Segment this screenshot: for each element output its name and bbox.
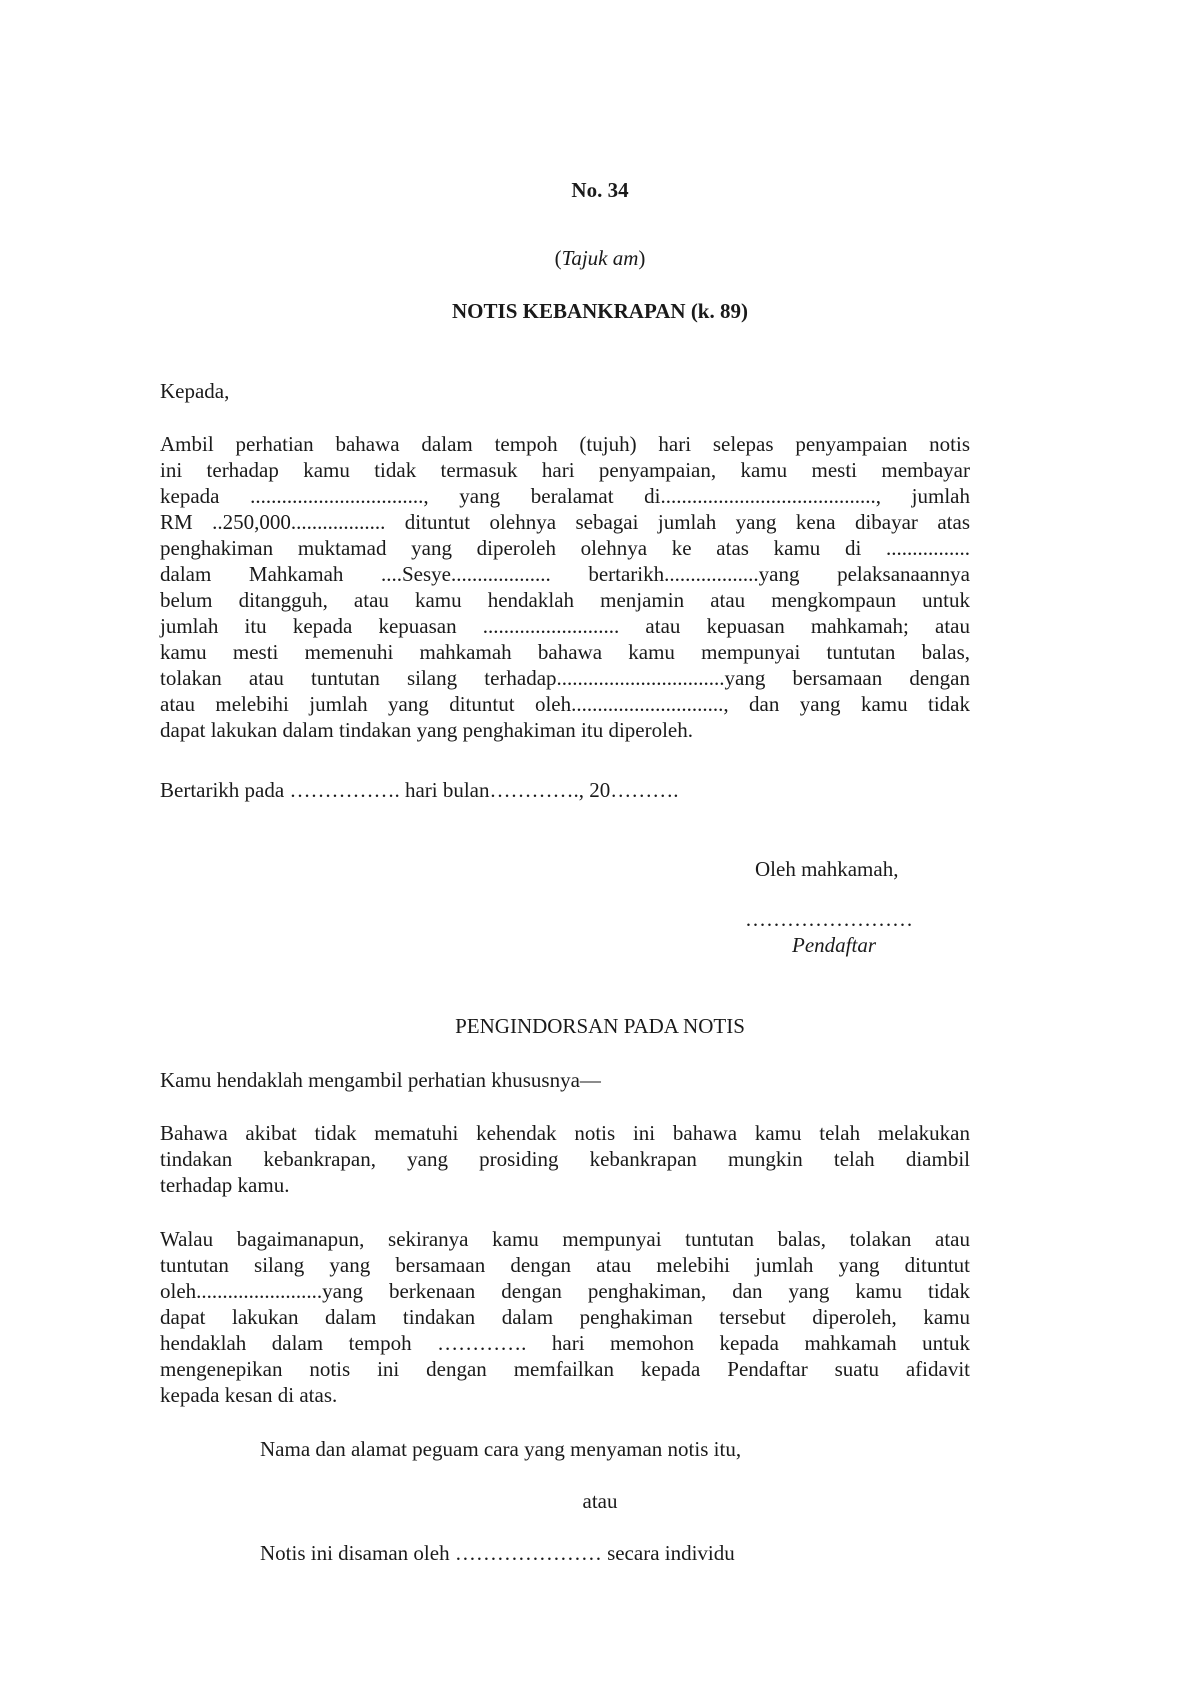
endorsement-line: terhadap kamu. (160, 1173, 290, 1197)
form-number: No. 34 (571, 178, 629, 202)
or-separator: atau (582, 1489, 618, 1513)
notice-line: atau melebihi jumlah yang dituntut oleh............................., dan yang kamu tidak (160, 692, 970, 716)
endorsement-line: tuntutan silang yang bersamaan dengan atau melebihi jumlah yang dituntut (160, 1253, 970, 1277)
form-subtitle (0, 245, 1200, 271)
individual-service-line: Notis ini disaman oleh ………………… secara individu (260, 1541, 735, 1565)
signature-dots: …………………… (745, 907, 913, 931)
endorsement-heading: PENGINDORSAN PADA NOTIS (455, 1014, 745, 1038)
endorsement-line: Walau bagaimanapun, sekiranya kamu mempunyai tuntutan balas, tolakan atau (160, 1227, 970, 1251)
notice-line: tolakan atau tuntutan silang terhadap................................yang bersamaan dengan (160, 666, 970, 690)
notice-title: NOTIS KEBANKRAPAN (k. 89) (452, 299, 748, 323)
subtitle-close-paren: ) (638, 246, 646, 270)
notice-line: kepada ................................., yang beralamat di........................................., jumlah (160, 484, 970, 508)
endorsement-line: mengenepikan notis ini dengan memfailkan kepada Pendaftar suatu afidavit (160, 1357, 970, 1381)
notice-line: jumlah itu kepada kepuasan .......................... atau kepuasan mahkamah; atau (160, 614, 970, 638)
endorsement-line: dapat lakukan dalam tindakan dalam penghakiman tersebut diperoleh, kamu (160, 1305, 970, 1329)
endorsement-intro: Kamu hendaklah mengambil perhatian khususnya— (160, 1068, 601, 1092)
endorsement-line: tindakan kebankrapan, yang prosiding kebankrapan mungkin telah diambil (160, 1147, 970, 1171)
notice-line: Ambil perhatian bahawa dalam tempoh (tujuh) hari selepas penyampaian notis (160, 432, 970, 456)
endorsement-line: kepada kesan di atas. (160, 1383, 338, 1407)
notice-line: penghakiman muktamad yang diperoleh olehnya ke atas kamu di ................ (160, 536, 970, 560)
notice-line: kamu mesti memenuhi mahkamah bahawa kamu mempunyai tuntutan balas, (160, 640, 970, 664)
by-court-label: Oleh mahkamah, (755, 857, 899, 881)
notice-line: dalam Mahkamah ....Sesye................... bertarikh..................yang pelaksanaannya (160, 562, 970, 586)
notice-line: dapat lakukan dalam tindakan yang penghakiman itu diperoleh. (160, 718, 693, 742)
salutation: Kepada, (160, 379, 230, 403)
registrar-label: Pendaftar (792, 933, 876, 957)
notice-line: RM ..250,000.................. dituntut olehnya sebagai jumlah yang kena dibayar atas (160, 510, 970, 534)
subtitle-text: Tajuk am (561, 246, 639, 270)
notice-line: belum ditangguh, atau kamu hendaklah menjamin atau mengkompaun untuk (160, 588, 970, 612)
endorsement-line: hendaklah dalam tempoh …………. hari memohon kepada mahkamah untuk (160, 1331, 970, 1355)
endorsement-line: Bahawa akibat tidak mematuhi kehendak notis ini bahawa kamu telah melakukan (160, 1121, 970, 1145)
endorsement-line: oleh........................yang berkenaan dengan penghakiman, dan yang kamu tidak (160, 1279, 970, 1303)
advocate-line: Nama dan alamat peguam cara yang menyaman notis itu, (260, 1437, 742, 1461)
notice-line: ini terhadap kamu tidak termasuk hari penyampaian, kamu mesti membayar (160, 458, 970, 482)
date-line: Bertarikh pada ……………. hari bulan…………., 20………. (160, 778, 679, 802)
subtitle-open-paren: ( (554, 246, 562, 270)
